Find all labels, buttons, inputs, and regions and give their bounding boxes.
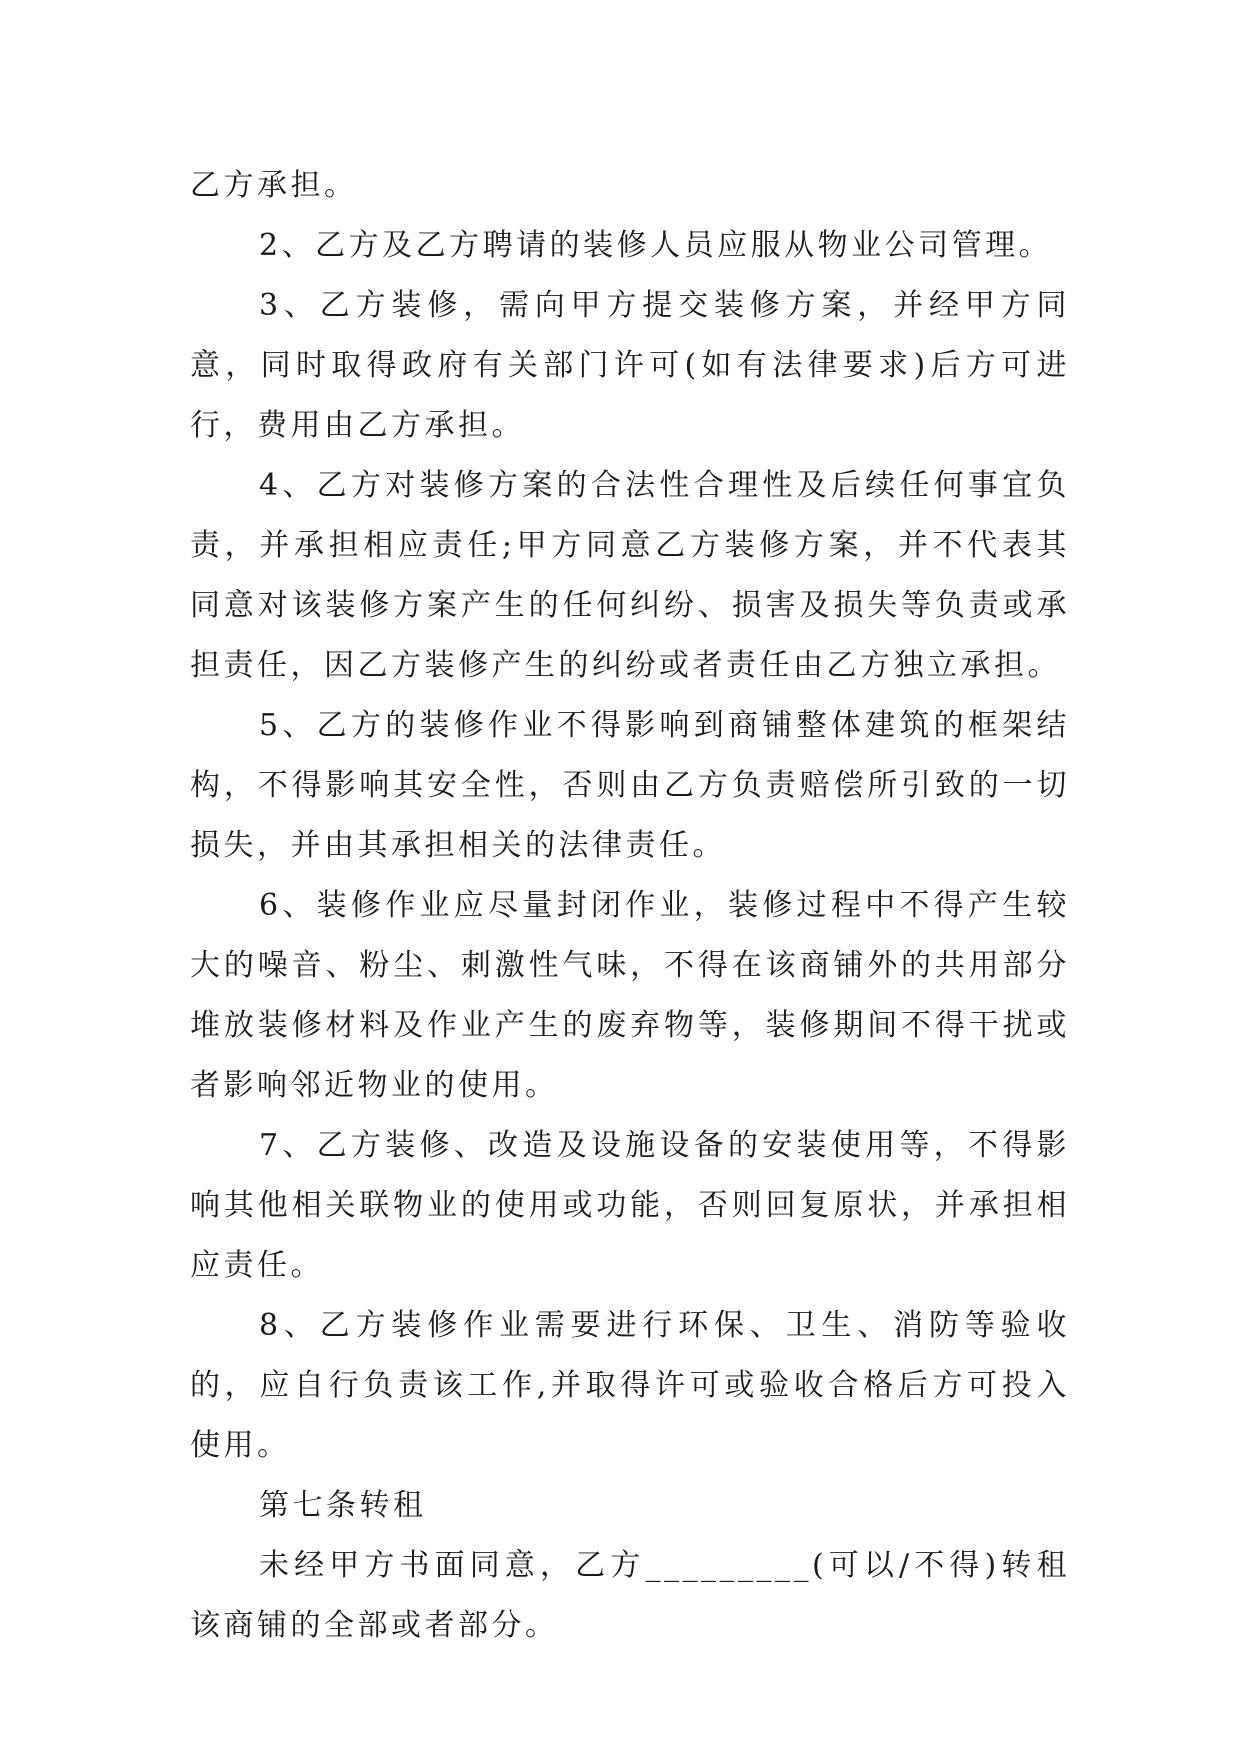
- document-body: [190, 156, 1070, 1656]
- clause-6: 6、装修作业应尽量封闭作业，装修过程中不得产生较大的噪音、粉尘、刺激性气味，不得在该商铺外的共用部分堆放装修材料及作业产生的废弃物等，装修期间不得干扰或者影响邻近物业的使用。: [190, 888, 1070, 1103]
- clause-2: 2、乙方及乙方聘请的装修人员应服从物业公司管理。: [259, 228, 1053, 263]
- paragraph-continuation: 乙方承担。: [190, 168, 358, 203]
- clause-5: 5、乙方的装修作业不得影响到商铺整体建筑的框架结构，不得影响其安全性，否则由乙方负责赔偿所引致的一切损失，并由其承担相关的法律责任。: [190, 708, 1070, 863]
- sublease-clause: 未经甲方书面同意，乙方_________(可以/不得)转租该商铺的全部或者部分。: [190, 1548, 1070, 1643]
- clause-4: 4、乙方对装修方案的合法性合理性及后续任何事宜负责，并承担相应责任;甲方同意乙方装修方案，并不代表其同意对该装修方案产生的任何纠纷、损害及损失等负责或承担责任，因乙方装修产生的纠纷或者责任由乙方独立承担。: [190, 468, 1070, 683]
- clause-3: 3、乙方装修，需向甲方提交装修方案，并经甲方同意，同时取得政府有关部门许可(如有法律要求)后方可进行，费用由乙方承担。: [190, 288, 1070, 443]
- article-7-heading: 第七条转租: [259, 1488, 427, 1523]
- clause-8: 8、乙方装修作业需要进行环保、卫生、消防等验收的，应自行负责该工作,并取得许可或验收合格后方可投入使用。: [190, 1308, 1070, 1463]
- clause-7: 7、乙方装修、改造及设施设备的安装使用等，不得影响其他相关联物业的使用或功能，否则回复原状，并承担相应责任。: [190, 1128, 1070, 1283]
